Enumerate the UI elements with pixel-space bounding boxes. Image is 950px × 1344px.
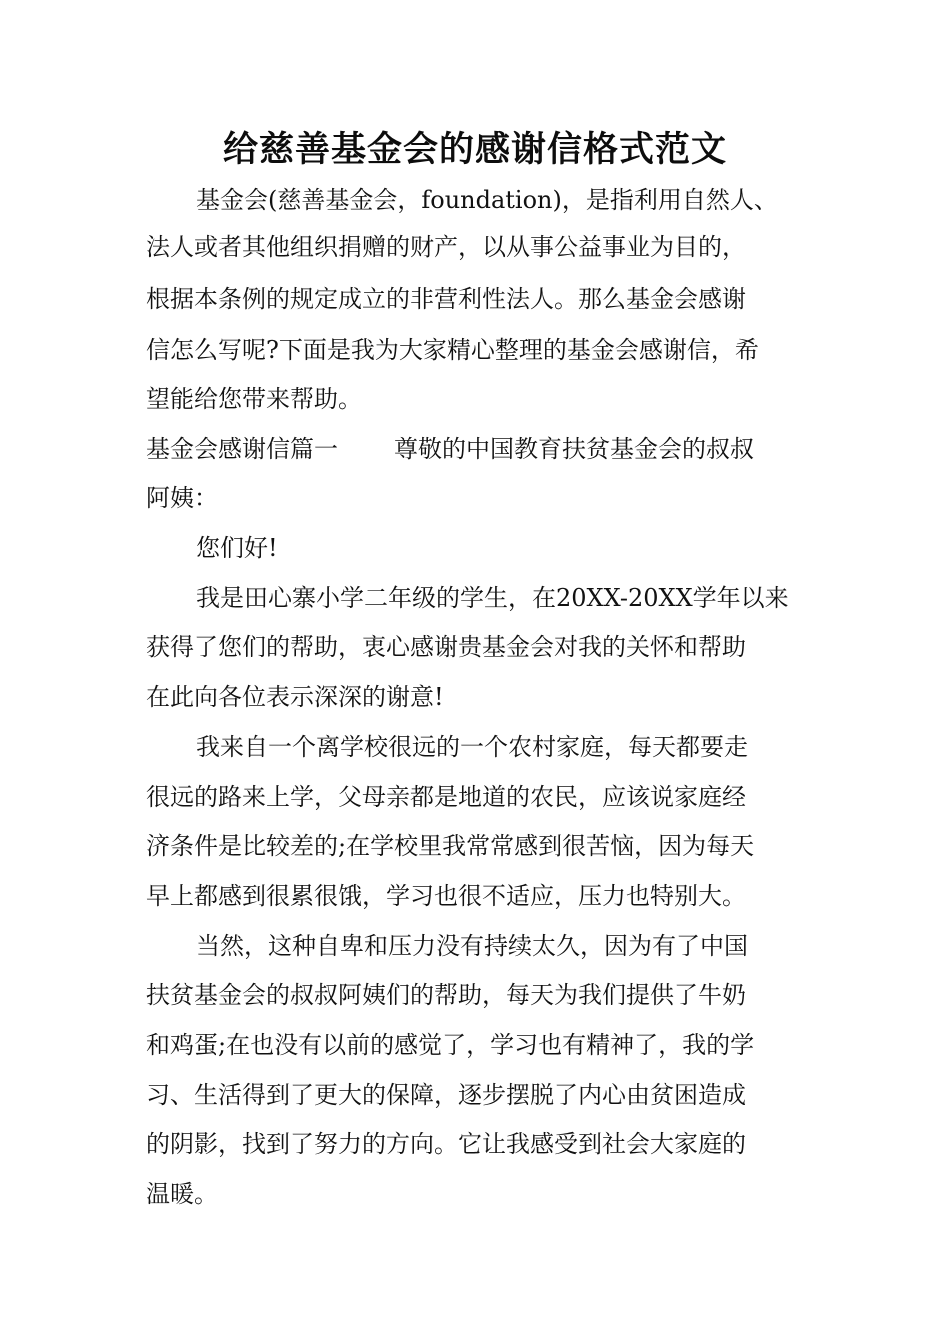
section-heading: 基金会感谢信篇一	[146, 435, 338, 463]
paragraph-2-line-3: 在此向各位表示深深的谢意!	[146, 683, 444, 711]
paragraph-3-line-3: 济条件是比较差的;在学校里我常常感到很苦恼，因为每天	[146, 832, 755, 860]
paragraph-1-line-5: 望能给您带来帮助。	[146, 385, 362, 413]
paragraph-4-line-4: 习、生活得到了更大的保障，逐步摆脱了内心由贫困造成	[146, 1081, 746, 1109]
paragraph-4-line-2: 扶贫基金会的叔叔阿姨们的帮助，每天为我们提供了牛奶	[146, 981, 746, 1009]
paragraph-4-line-6: 温暖。	[146, 1180, 218, 1208]
paragraph-1-line-2: 法人或者其他组织捐赠的财产，以从事公益事业为目的，	[146, 233, 746, 261]
greeting: 您们好!	[196, 534, 278, 562]
paragraph-1-line-3: 根据本条例的规定成立的非营利性法人。那么基金会感谢	[146, 285, 746, 313]
document-title: 给慈善基金会的感谢信格式范文	[222, 130, 727, 170]
paragraph-4-line-1: 当然，这种自卑和压力没有持续太久，因为有了中国	[196, 932, 748, 960]
paragraph-3-line-2: 很远的路来上学，父母亲都是地道的农民，应该说家庭经	[146, 783, 746, 811]
paragraph-4-line-3: 和鸡蛋;在也没有以前的感觉了，学习也有精神了，我的学	[146, 1031, 755, 1059]
salutation-start: 尊敬的中国教育扶贫基金会的叔叔	[394, 435, 754, 463]
paragraph-2-line-1: 我是田心寨小学二年级的学生，在20XX-20XX学年以来	[196, 584, 789, 612]
paragraph-3-line-4: 早上都感到很累很饿，学习也很不适应，压力也特别大。	[146, 882, 746, 910]
paragraph-1-line-4: 信怎么写呢?下面是我为大家精心整理的基金会感谢信，希	[146, 336, 759, 364]
salutation-end: 阿姨：	[146, 484, 218, 512]
paragraph-4-line-5: 的阴影，找到了努力的方向。它让我感受到社会大家庭的	[146, 1130, 746, 1158]
paragraph-2-line-2: 获得了您们的帮助，衷心感谢贵基金会对我的关怀和帮助	[146, 633, 746, 661]
section-heading-line	[146, 432, 754, 466]
paragraph-1-line-1: 基金会(慈善基金会，foundation)，是指利用自然人、	[196, 186, 778, 214]
paragraph-3-line-1: 我来自一个离学校很远的一个农村家庭，每天都要走	[196, 733, 748, 761]
